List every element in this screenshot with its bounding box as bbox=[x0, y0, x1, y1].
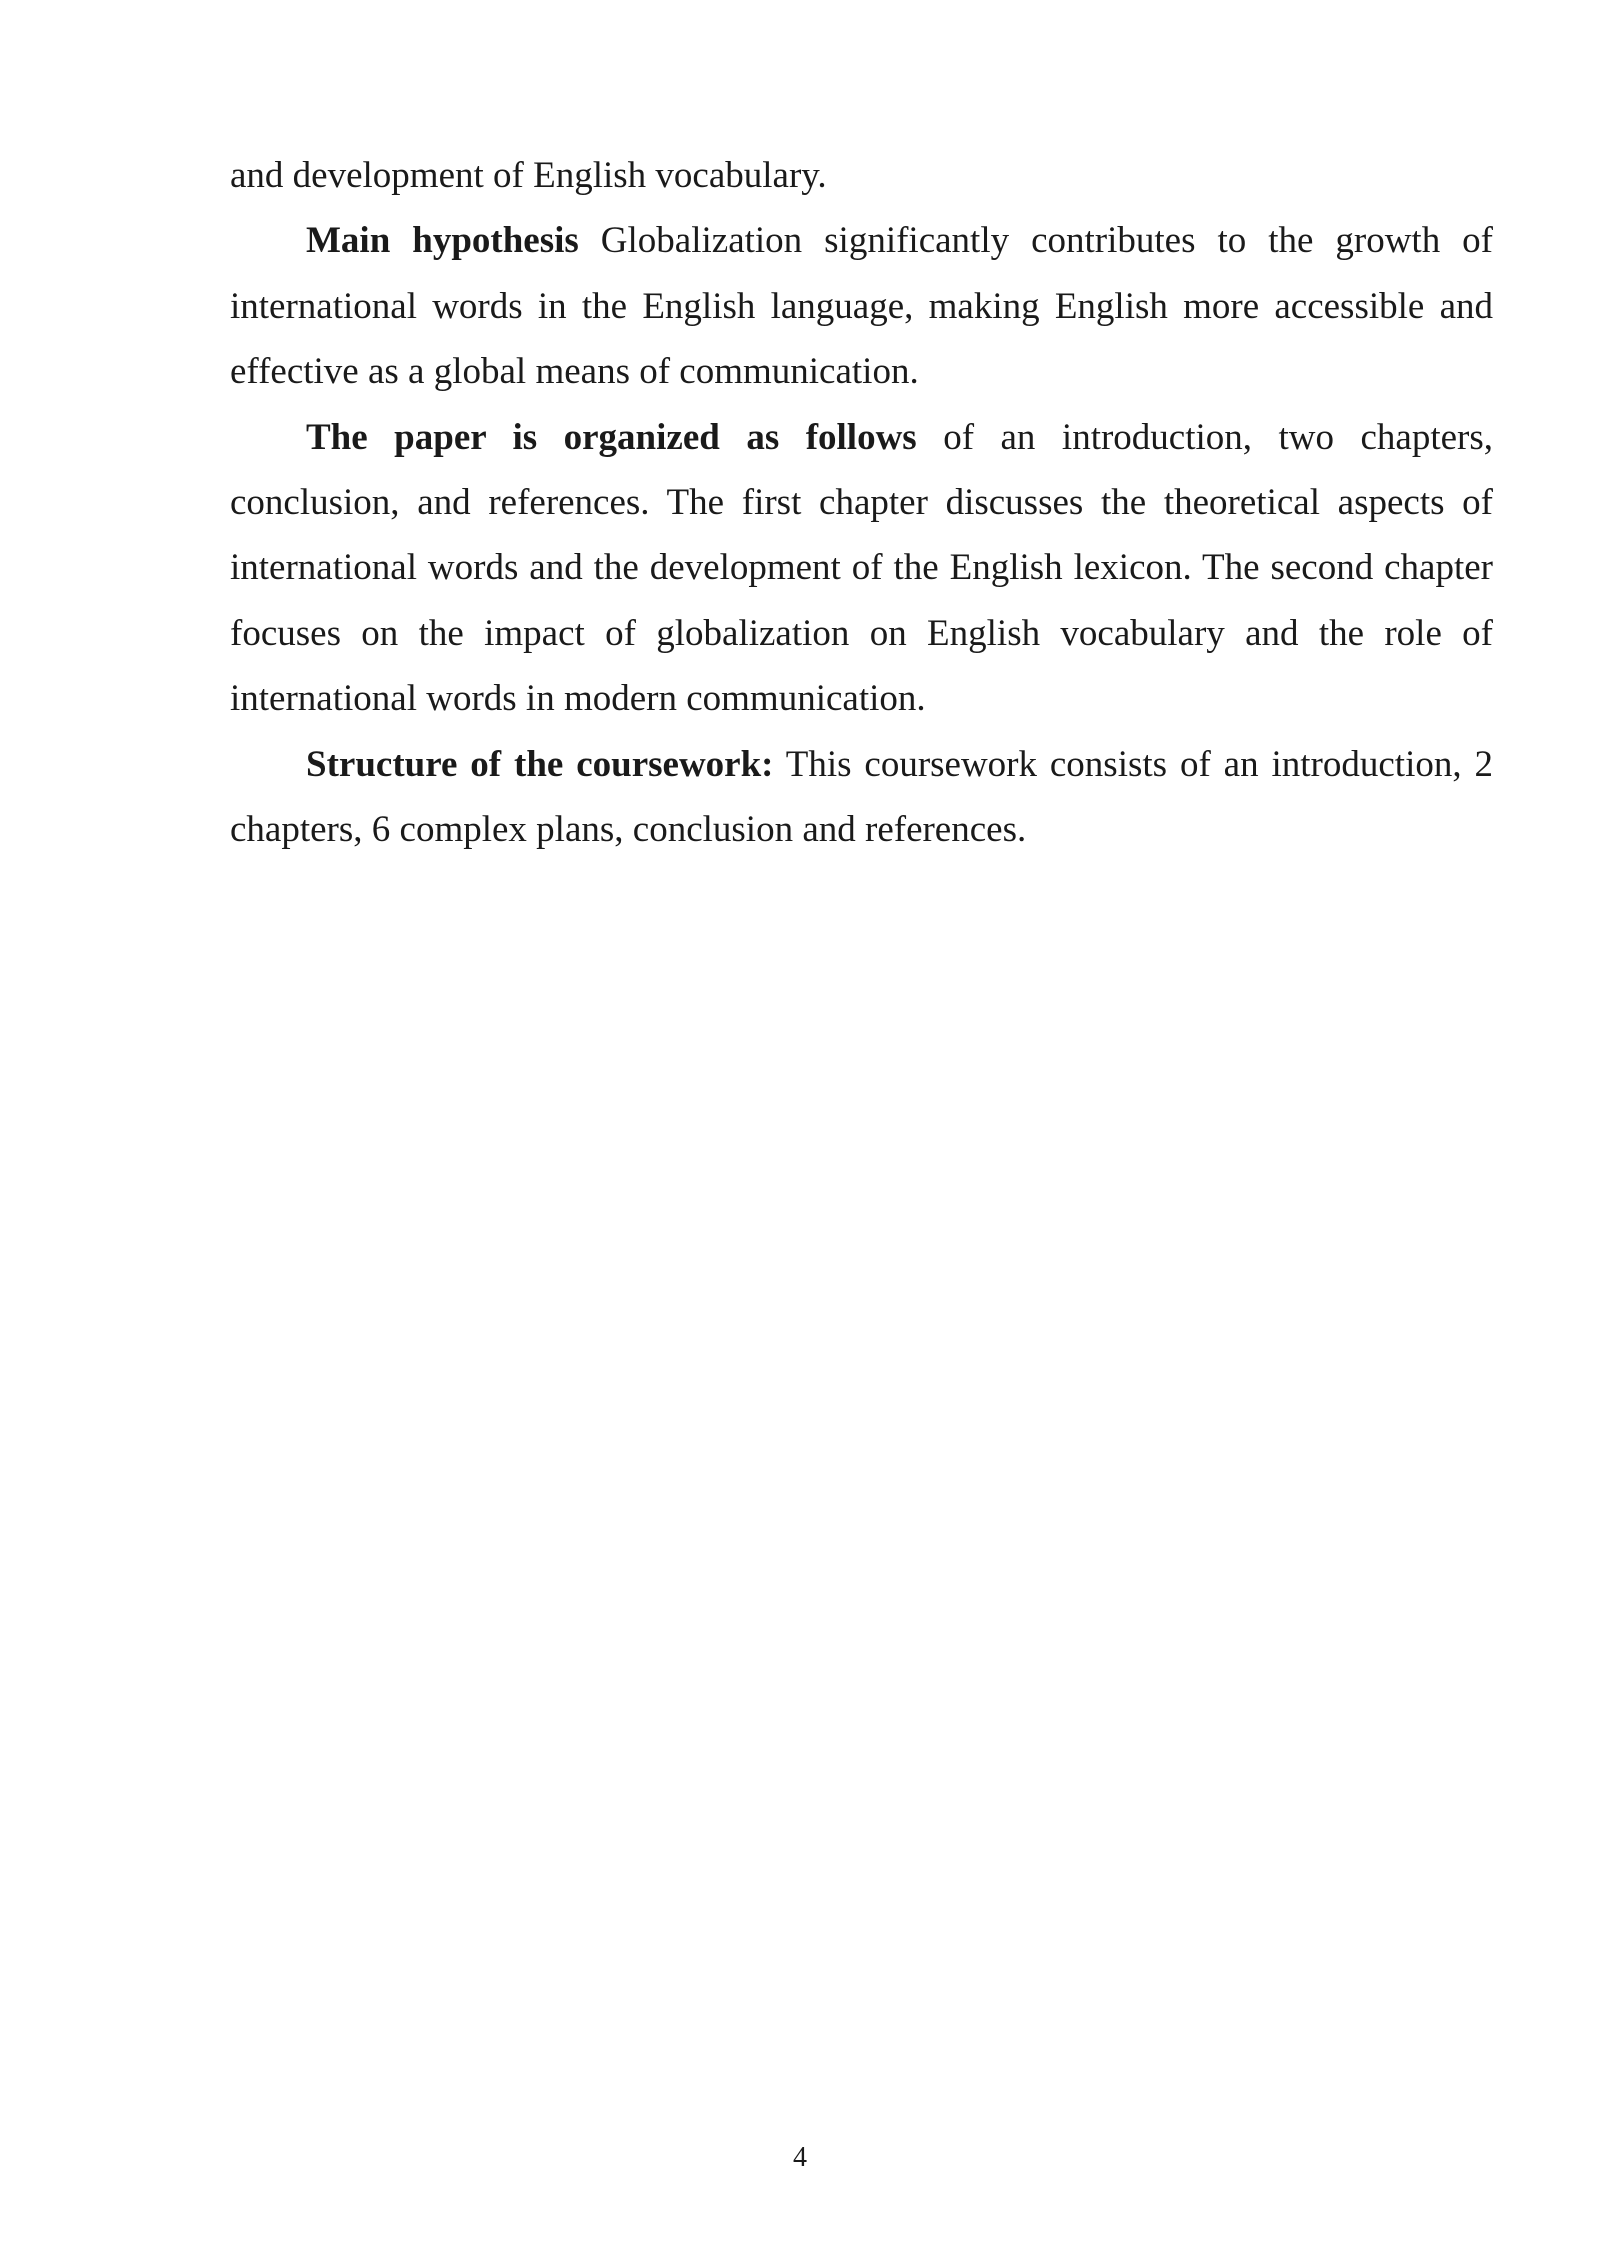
paragraph-text: Globalization significantly contributes to the growth of international words in the English language, making English more accessible and effective as a global means of communication. bbox=[230, 220, 1493, 393]
paragraph-text: of an introduction, two chapters, conclusion, and references. The first chapter discusses the theoretical aspects of international words and the development of the English lexicon. The second chapter focuses on the impact of globalization on English vocabulary and the role of international words in modern communication. bbox=[230, 416, 1494, 720]
body-text bbox=[230, 143, 1493, 862]
paragraph-organization bbox=[230, 405, 1493, 732]
paragraph-text: and development of English vocabulary. bbox=[230, 155, 827, 196]
paragraph-main-hypothesis bbox=[230, 208, 1493, 404]
page-number: 4 bbox=[793, 2142, 807, 2173]
paragraph-lead: Structure of the coursework: bbox=[306, 743, 774, 785]
paragraph-continued bbox=[230, 143, 1493, 208]
paragraph-lead: Main hypothesis bbox=[306, 220, 579, 262]
paragraph-text: This coursework consists of an introduction, 2 chapters, 6 complex plans, conclusion and references. bbox=[230, 743, 1493, 851]
paragraph-lead: The paper is organized as follows bbox=[306, 416, 917, 458]
paragraph-structure bbox=[230, 732, 1493, 863]
